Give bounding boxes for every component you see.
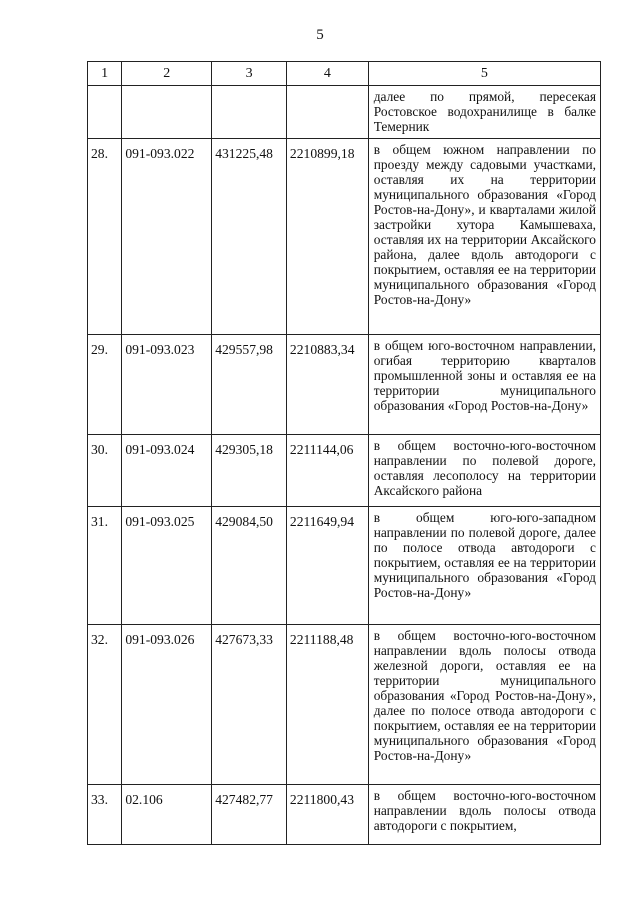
row-description: в общем восточно-юго-восточном направлении вдоль полосы отвода автодороги с покрытием, xyxy=(368,785,600,845)
header-cell: 3 xyxy=(212,62,287,86)
empty-cell xyxy=(88,86,122,139)
table-row xyxy=(88,139,601,335)
continuation-row xyxy=(88,86,601,139)
row-code: 091-093.024 xyxy=(122,435,212,507)
table-row xyxy=(88,507,601,625)
row-description: в общем восточно-юго-восточном направлении вдоль полосы отвода железной дороги, оставляя ее на территории муниципального образования «Город Ростов-на-Дону», далее по полосе отвода автодороги с покрытием, оставляя ее на территории муниципального образования «Город Ростов-на-Дону» xyxy=(368,625,600,785)
description-text: далее по прямой, пересекая Ростовское водохранилище в балке Темерник xyxy=(373,89,596,134)
row-number: 32. xyxy=(88,625,122,785)
row-code: 091-093.025 xyxy=(122,507,212,625)
table-row xyxy=(88,625,601,785)
header-row xyxy=(88,62,601,86)
header-cell: 2 xyxy=(122,62,212,86)
header-cell: 1 xyxy=(88,62,122,86)
page-number: 5 xyxy=(316,27,324,43)
row-number: 31. xyxy=(88,507,122,625)
table-row xyxy=(88,435,601,507)
row-x: 427673,33 xyxy=(212,625,287,785)
row-x: 429557,98 xyxy=(212,335,287,435)
row-code: 091-093.023 xyxy=(122,335,212,435)
row-number: 33. xyxy=(88,785,122,845)
table-row xyxy=(88,785,601,845)
row-y: 2210883,34 xyxy=(286,335,368,435)
row-y: 2211800,43 xyxy=(286,785,368,845)
row-description: в общем восточно-юго-восточном направлении по полевой дороге, оставляя лесополосу на территории Аксайского района xyxy=(368,435,600,507)
row-x: 429305,18 xyxy=(212,435,287,507)
row-description: в общем южном направлении по проезду между садовыми участками, оставляя их на территории муниципального образования «Город Ростов-на-Дону», и кварталами жилой застройки хутора Камышеваха, оставляя их на территории Аксайского района, далее вдоль автодороги с покрытием, оставляя ее на территории муниципального образования «Город Ростов-на-Дону» xyxy=(368,139,600,335)
row-x: 431225,48 xyxy=(212,139,287,335)
row-y: 2211649,94 xyxy=(286,507,368,625)
row-description: в общем юго-юго-западном направлении по полевой дороге, далее по полосе отвода автодороги с покрытием, оставляя ее на территории муниципального образования «Город Ростов-на-Дону» xyxy=(368,507,600,625)
row-description xyxy=(368,86,600,139)
row-number: 29. xyxy=(88,335,122,435)
row-y: 2211144,06 xyxy=(286,435,368,507)
row-x: 427482,77 xyxy=(212,785,287,845)
row-x: 429084,50 xyxy=(212,507,287,625)
table-row xyxy=(88,335,601,435)
row-number: 28. xyxy=(88,139,122,335)
row-y: 2210899,18 xyxy=(286,139,368,335)
row-y: 2211188,48 xyxy=(286,625,368,785)
row-code: 091-093.026 xyxy=(122,625,212,785)
empty-cell xyxy=(122,86,212,139)
empty-cell xyxy=(286,86,368,139)
header-cell: 4 xyxy=(286,62,368,86)
row-code: 091-093.022 xyxy=(122,139,212,335)
row-number: 30. xyxy=(88,435,122,507)
boundary-table xyxy=(87,61,601,845)
empty-cell xyxy=(212,86,287,139)
row-description: в общем юго-восточном направлении, огибая территорию кварталов промышленной зоны и оставляя ее на территории муниципального образования «Город Ростов-на-Дону» xyxy=(368,335,600,435)
row-code: 02.106 xyxy=(122,785,212,845)
header-cell: 5 xyxy=(368,62,600,86)
